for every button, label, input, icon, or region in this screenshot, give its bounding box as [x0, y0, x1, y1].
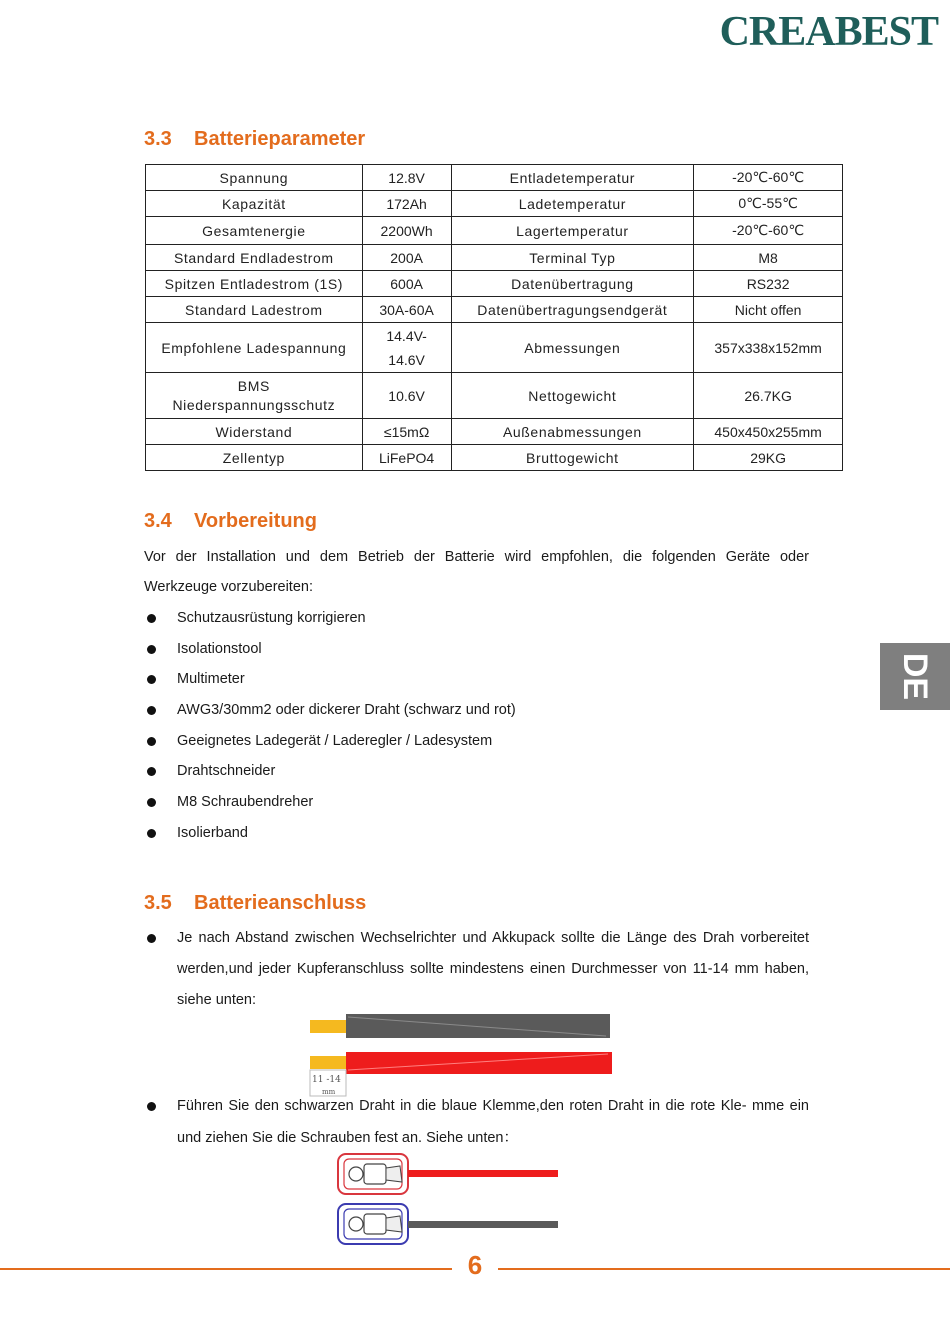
table-cell: ≤15mΩ — [362, 419, 451, 445]
footer-rule-left — [0, 1268, 452, 1270]
table-row — [146, 445, 843, 471]
red-wire-insulation — [346, 1052, 612, 1074]
list-item — [144, 664, 516, 695]
wire-diagram — [300, 1008, 620, 1098]
list-item-text: Drahtschneider — [177, 763, 276, 780]
list-item — [144, 695, 516, 726]
table-cell: Standard Endladestrom — [146, 245, 363, 271]
black-wire-insulation — [346, 1014, 610, 1038]
red-wire-copper-end — [310, 1056, 350, 1069]
bullet-icon — [147, 706, 156, 715]
cell-line: 14.4V- — [386, 327, 427, 344]
table-row — [146, 245, 843, 271]
bullet-icon — [147, 1102, 156, 1111]
table-row — [146, 165, 843, 191]
measure-label-range: 11 -14 — [312, 1075, 341, 1085]
section-title-3-4 — [144, 510, 317, 533]
table-cell: Kapazität — [146, 191, 363, 217]
table-cell: Bruttogewicht — [451, 445, 694, 471]
section-number: 3.3 — [144, 128, 172, 150]
bullet-icon — [147, 798, 156, 807]
table-cell: Zellentyp — [146, 445, 363, 471]
table-cell: Widerstand — [146, 419, 363, 445]
language-tab[interactable] — [880, 643, 950, 710]
table-cell: 357x338x152mm — [694, 323, 843, 373]
table-cell: Standard Ladestrom — [146, 297, 363, 323]
table-cell: -20℃-60℃ — [694, 165, 843, 191]
table-row — [146, 217, 843, 245]
terminal-clamp-diagram — [330, 1148, 565, 1252]
section-number: 3.4 — [144, 510, 172, 532]
table-cell: Datenübertragung — [451, 271, 694, 297]
table-cell: M8 — [694, 245, 843, 271]
preparation-intro: Vor der Installation und dem Betrieb der Batterie wird empfohlen, die folgenden Geräte oder Werkzeuge vorzubereiten: — [144, 549, 809, 595]
list-item-text: AWG3/30mm2 oder dickerer Draht (schwarz und rot) — [177, 702, 516, 719]
brand-logo: CREABEST — [719, 9, 938, 55]
table-row — [146, 271, 843, 297]
table-cell: Datenübertragungsendgerät — [451, 297, 694, 323]
section-title-3-5 — [144, 892, 366, 915]
table-row — [146, 419, 843, 445]
table-row — [146, 373, 843, 419]
list-item — [144, 756, 516, 787]
table-cell — [362, 323, 451, 373]
table-cell: 2200Wh — [362, 217, 451, 245]
bullet-icon — [147, 645, 156, 654]
table-cell: 0℃-55℃ — [694, 191, 843, 217]
list-item-text: Geeignetes Ladegerät / Laderegler / Ladesystem — [177, 732, 493, 749]
table-cell: Nicht offen — [694, 297, 843, 323]
list-item — [144, 634, 516, 665]
table-row — [146, 191, 843, 217]
table-row — [146, 323, 843, 373]
list-item-text: Schutzausrüstung korrigieren — [177, 610, 366, 626]
table-cell: Ladetemperatur — [451, 191, 694, 217]
bullet-icon — [147, 614, 156, 623]
table-cell: 29KG — [694, 445, 843, 471]
connection-bullet-1 — [144, 923, 809, 1016]
table-cell: 26.7KG — [694, 373, 843, 419]
table-cell: Lagertemperatur — [451, 217, 694, 245]
blue-clamp — [338, 1204, 558, 1244]
list-item — [144, 818, 516, 849]
table-cell: Nettogewicht — [451, 373, 694, 419]
list-item-text: Isolationstool — [177, 640, 262, 657]
table-cell — [146, 373, 363, 419]
table-cell: 10.6V — [362, 373, 451, 419]
table-cell: RS232 — [694, 271, 843, 297]
bullet-icon — [147, 829, 156, 838]
table-cell: Spannung — [146, 165, 363, 191]
red-clamp — [338, 1154, 558, 1194]
connection-bullet-2 — [144, 1090, 809, 1154]
section-number: 3.5 — [144, 892, 172, 914]
battery-parameter-table — [145, 164, 843, 471]
table-cell: 600A — [362, 271, 451, 297]
bullet-icon — [147, 675, 156, 684]
section-heading: Batterieparameter — [194, 128, 366, 150]
section-title-3-3 — [144, 128, 365, 151]
bullet-text: Je nach Abstand zwischen Wechselrichter und Akkupack sollte die Länge des Drah vorbereitet werden,und jeder Kupferanschluss sollte mindestens einen Durchmesser von 11-14 mm haben, siehe unten: — [177, 930, 809, 1008]
table-cell: Außenabmessungen — [451, 419, 694, 445]
bullet-text: Führen Sie den schwarzen Draht in die blaue Klemme,den roten Draht in die rote Kle- mme ein und ziehen Sie die Schrauben fest an. Siehe unten： — [177, 1098, 809, 1146]
list-item-text: M8 Schraubendreher — [177, 794, 314, 811]
table-cell: -20℃-60℃ — [694, 217, 843, 245]
table-row — [146, 297, 843, 323]
footer-rule-right — [498, 1268, 950, 1270]
cell-line: BMS — [237, 377, 270, 394]
tool-list — [144, 603, 516, 849]
table-cell: Empfohlene Ladespannung — [146, 323, 363, 373]
list-item — [144, 726, 516, 757]
language-tab-label: DE — [896, 652, 935, 701]
section-heading: Vorbereitung — [194, 510, 317, 532]
measure-label-unit: mm — [322, 1088, 336, 1096]
black-wire-copper-end — [310, 1020, 350, 1033]
table-cell: 172Ah — [362, 191, 451, 217]
table-cell: Terminal Typ — [451, 245, 694, 271]
cell-line: Niederspannungsschutz — [172, 396, 336, 413]
table-cell: LiFePO4 — [362, 445, 451, 471]
list-item — [144, 787, 516, 818]
table-cell: 200A — [362, 245, 451, 271]
table-cell: Abmessungen — [451, 323, 694, 373]
cell-line: 14.6V — [388, 351, 425, 368]
table-cell: Spitzen Entladestrom (1S) — [146, 271, 363, 297]
table-cell: 450x450x255mm — [694, 419, 843, 445]
bullet-icon — [147, 737, 156, 746]
table-cell: 30A-60A — [362, 297, 451, 323]
table-cell: Gesamtenergie — [146, 217, 363, 245]
table-cell: Entladetemperatur — [451, 165, 694, 191]
table-cell: 12.8V — [362, 165, 451, 191]
list-item-text: Isolierband — [177, 824, 248, 841]
page-number: 6 — [467, 1250, 483, 1280]
list-item — [144, 603, 516, 634]
section-heading: Batterieanschluss — [194, 892, 367, 914]
list-item-text: Multimeter — [177, 671, 245, 688]
bullet-icon — [147, 767, 156, 776]
bullet-icon — [147, 934, 156, 943]
